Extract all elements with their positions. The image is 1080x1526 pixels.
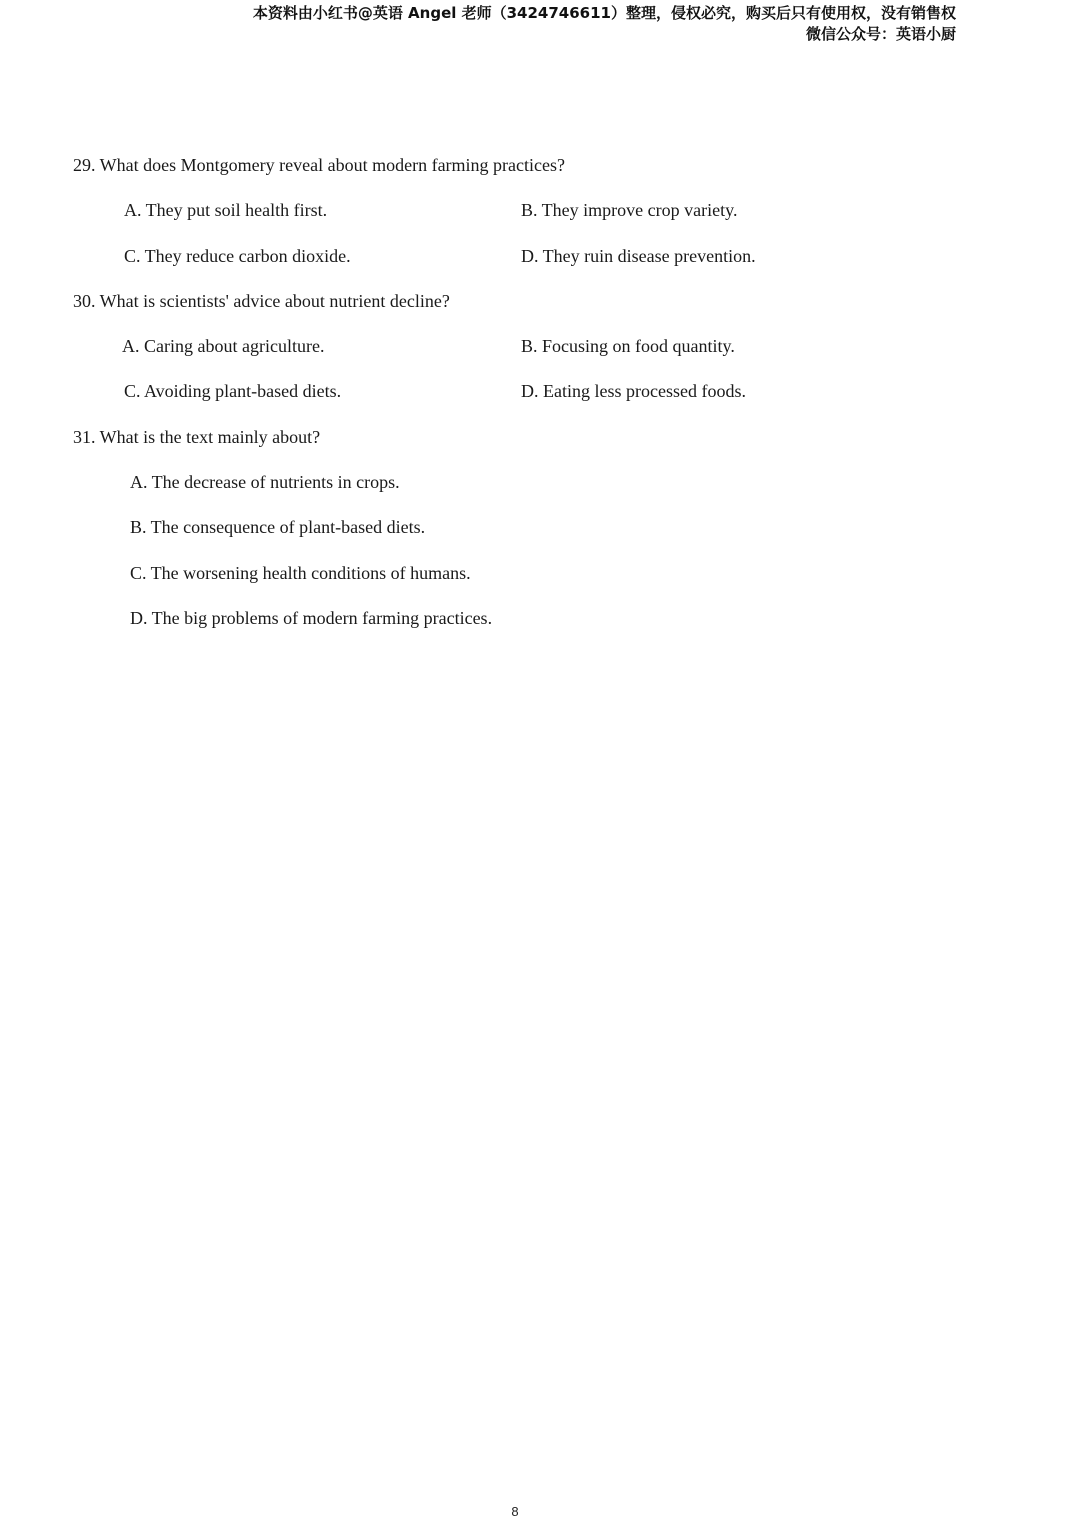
question-31-option-b: B. The consequence of plant-based diets. xyxy=(130,517,426,537)
question-31-option-a: A. The decrease of nutrients in crops. xyxy=(130,472,400,492)
question-30-stem: 30. What is scientists' advice about nutrient decline? xyxy=(73,291,450,311)
question-30-option-a: A. Caring about agriculture. xyxy=(122,336,325,356)
question-30-option-d: D. Eating less processed foods. xyxy=(521,381,746,401)
question-29-option-a: A. They put soil health first. xyxy=(124,200,328,220)
question-29-option-d: D. They ruin disease prevention. xyxy=(521,246,756,266)
header-copyright-notice: 本资料由小红书@英语 Angel 老师（3424746611）整理，侵权必究，购买后只有使用权，没有销售权 xyxy=(252,4,956,22)
question-30-option-c: C. Avoiding plant-based diets. xyxy=(124,381,342,401)
page-number: 8 xyxy=(511,1504,519,1519)
question-31-option-c: C. The worsening health conditions of humans. xyxy=(130,563,471,583)
question-31-option-d: D. The big problems of modern farming practices. xyxy=(130,608,493,628)
page-header xyxy=(253,3,956,45)
question-31-stem: 31. What is the text mainly about? xyxy=(73,427,321,447)
header-wechat-account: 微信公众号：英语小厨 xyxy=(805,25,956,43)
question-30-option-b: B. Focusing on food quantity. xyxy=(521,336,735,356)
question-29-option-b: B. They improve crop variety. xyxy=(521,200,738,220)
question-29-option-c: C. They reduce carbon dioxide. xyxy=(124,246,351,266)
question-29-stem: 29. What does Montgomery reveal about modern farming practices? xyxy=(73,155,566,175)
